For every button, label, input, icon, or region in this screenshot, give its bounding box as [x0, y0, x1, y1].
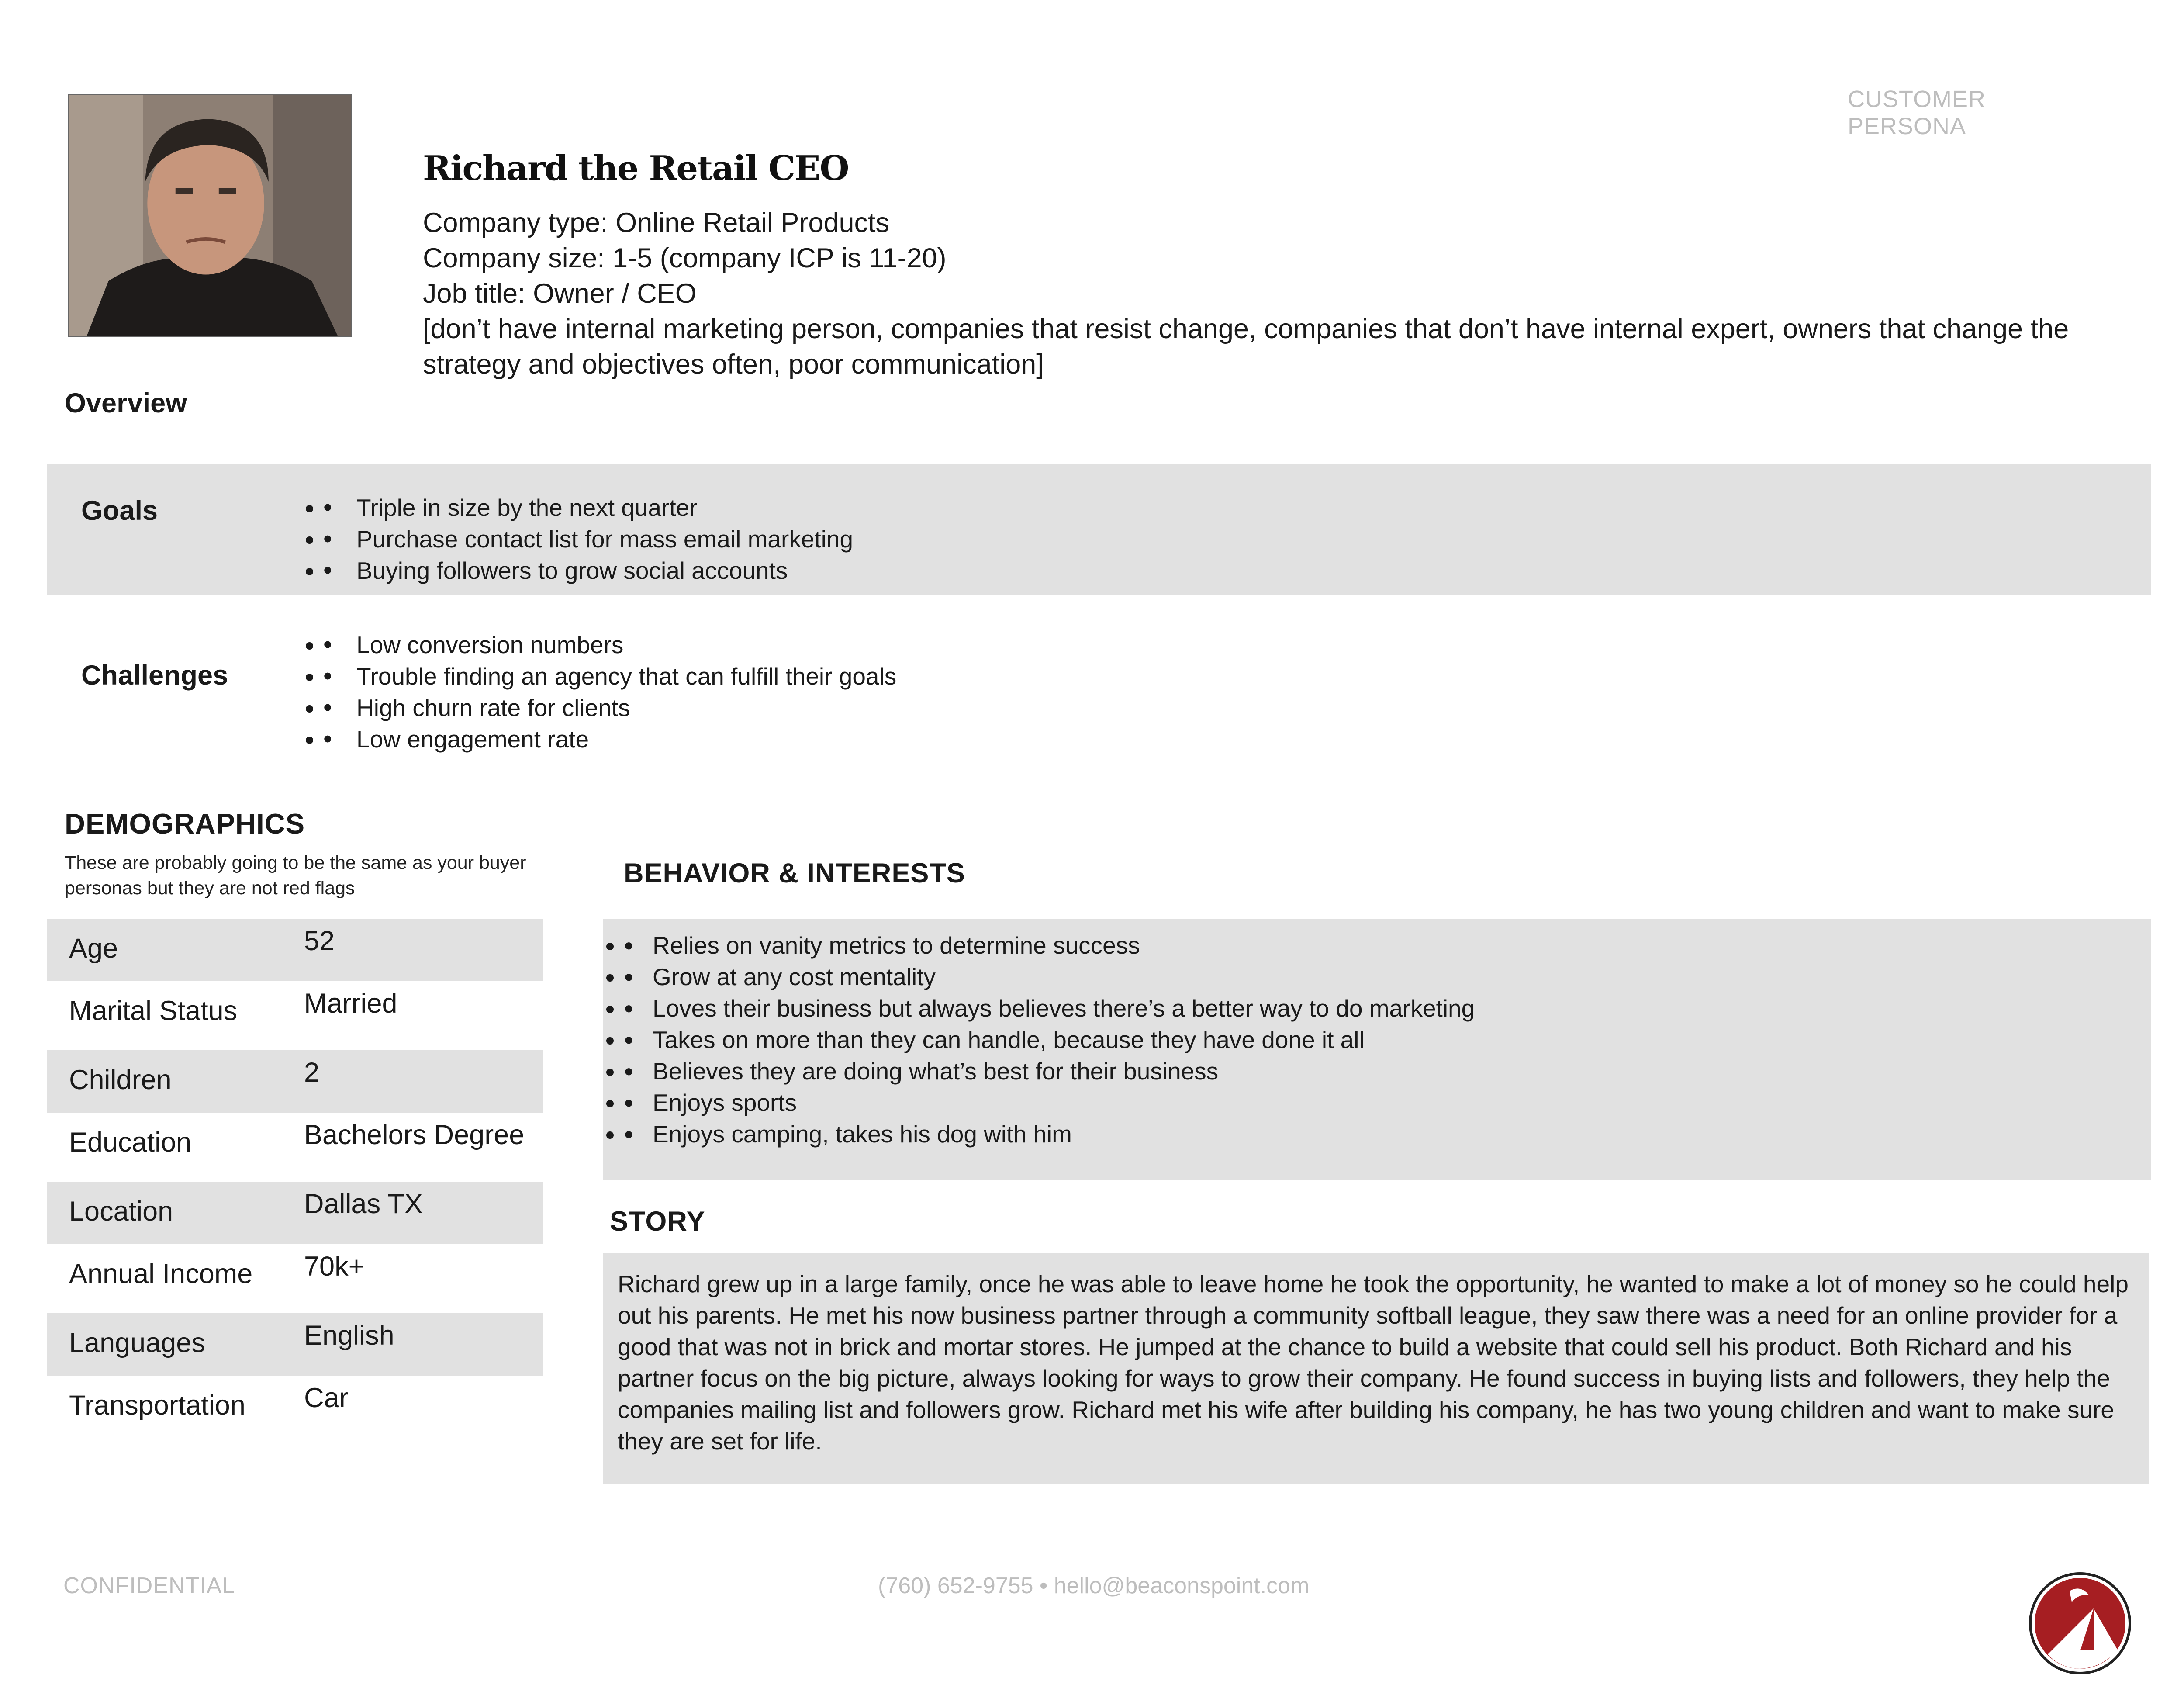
persona-notes: [don’t have internal marketing person, companies that resist change, companies that don’t have internal expert, owners that change the strategy and objectives often, poor communication]	[423, 314, 2069, 380]
goals-label: Goals	[81, 495, 158, 526]
list-item: ● • Relies on vanity metrics to determine success	[624, 930, 1475, 961]
table-row	[47, 1113, 543, 1182]
goals-list	[323, 492, 853, 586]
story-heading: STORY	[610, 1206, 705, 1237]
persona-name: Richard the Retail CEO	[423, 149, 849, 188]
demographic-key: Location	[69, 1196, 173, 1227]
demographic-value: Dallas TX	[304, 1189, 423, 1219]
company-logo	[2028, 1571, 2132, 1675]
table-row	[47, 1050, 543, 1113]
company-size: Company size: 1-5 (company ICP is 11-20)	[423, 243, 947, 273]
list-item: ● • Loves their business but always believes there’s a better way to do marketing	[624, 993, 1475, 1024]
demographic-key: Annual Income	[69, 1259, 253, 1289]
demographics-table	[47, 919, 543, 1445]
persona-photo	[68, 94, 352, 337]
behavior-list	[624, 930, 1475, 1150]
challenges-label: Challenges	[81, 660, 228, 691]
demographic-key: Languages	[69, 1328, 205, 1358]
demographic-value: 2	[304, 1057, 320, 1088]
challenges-list	[323, 629, 896, 755]
company-type: Company type: Online Retail Products	[423, 208, 890, 238]
demographic-key: Education	[69, 1127, 192, 1158]
demographics-subtitle: These are probably going to be the same as your buyer personas but they are not red flags	[65, 852, 526, 899]
confidential-label: CONFIDENTIAL	[63, 1573, 235, 1598]
list-item: • • Buying followers to grow social accounts	[323, 555, 853, 586]
demographic-value: 52	[304, 926, 335, 956]
list-item: ● • Grow at any cost mentality	[624, 961, 1475, 993]
table-row	[47, 1376, 543, 1445]
demographic-value: Married	[304, 988, 397, 1019]
table-row	[47, 1313, 543, 1376]
story-text: Richard grew up in a large family, once he was able to leave home he took the opportunity, he wanted to make a lot of money so he could help out his parents. He met his now business partner through a community softball league, they saw there was a need for an online provider for a good that was not in brick and mortar stores. He jumped at the chance to build a website that could sell his product. Both Richard and his partner focus on the big picture, always looking for ways to grow their company. He found success in buying lists and followers, they help the companies mailing list and followers grow. Richard met his wife after building his company, he has two young children and want to make sure they are set for life.	[618, 1270, 2129, 1455]
list-item: • • Purchase contact list for mass email marketing	[323, 523, 853, 555]
table-row	[47, 1182, 543, 1244]
list-item: ● • Believes they are doing what’s best for their business	[624, 1055, 1475, 1087]
demographic-value: 70k+	[304, 1251, 365, 1282]
document-type-label: CUSTOMER PERSONA	[1848, 86, 1986, 139]
list-item: ● • Enjoys sports	[624, 1087, 1475, 1118]
table-row	[47, 981, 543, 1050]
contact-info: (760) 652-9755 • hello@beaconspoint.com	[878, 1573, 1310, 1598]
list-item: ● • Takes on more than they can handle, because they have done it all	[624, 1024, 1475, 1055]
table-row	[47, 1244, 543, 1313]
persona-intro	[423, 205, 2083, 382]
demographics-heading: DEMOGRAPHICS	[65, 808, 305, 840]
demographic-key: Age	[69, 933, 118, 964]
persona-photo-image	[69, 95, 351, 336]
overview-heading: Overview	[65, 388, 187, 419]
job-title: Job title: Owner / CEO	[423, 278, 697, 309]
list-item: • • Triple in size by the next quarter	[323, 492, 853, 523]
list-item: • • Trouble finding an agency that can fulfill their goals	[323, 661, 896, 692]
list-item: • • Low engagement rate	[323, 723, 896, 755]
demographic-value: English	[304, 1320, 394, 1351]
demographic-key: Children	[69, 1065, 172, 1095]
behavior-heading: BEHAVIOR & INTERESTS	[624, 858, 965, 889]
list-item: ● • Enjoys camping, takes his dog with him	[624, 1118, 1475, 1150]
table-row	[47, 919, 543, 981]
demographic-key: Transportation	[69, 1390, 245, 1421]
list-item: • • Low conversion numbers	[323, 629, 896, 661]
demographic-value: Car	[304, 1383, 349, 1413]
demographic-value: Bachelors Degree	[304, 1120, 525, 1150]
list-item: • • High churn rate for clients	[323, 692, 896, 723]
demographic-key: Marital Status	[69, 996, 238, 1026]
